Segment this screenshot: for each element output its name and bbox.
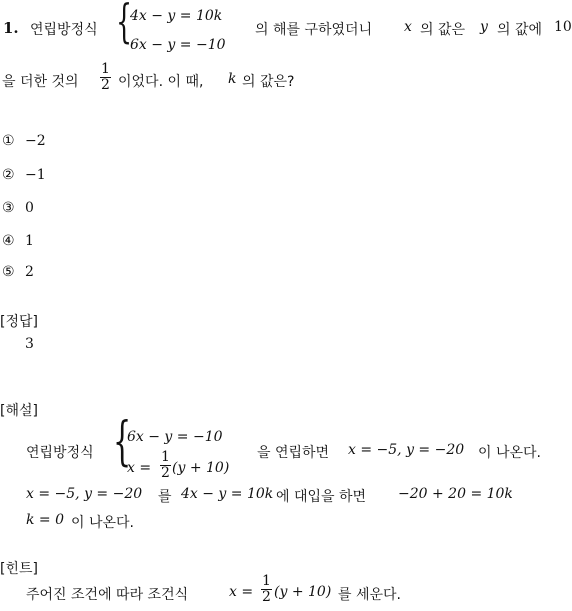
choice-2-mark[interactable]: ② (2, 167, 15, 183)
question-eq1: 4x − y = 10k (130, 8, 223, 24)
choice-1-mark[interactable]: ① (2, 133, 15, 149)
explanation-line2-math2: 4x − y = 10k (181, 486, 274, 502)
explanation-after-a: 을 연립하면 (257, 445, 330, 461)
choice-2-value[interactable]: −1 (25, 167, 46, 183)
explanation-line2-math1: x = −5, y = −20 (26, 486, 143, 502)
question-text1-c: 의 값에 (497, 22, 543, 38)
question-text1-b: 의 값은 (420, 22, 466, 38)
explanation-eq2-right: (y + 10) (172, 460, 230, 476)
explanation-eq2-fraction (160, 450, 171, 482)
explanation-line3-math: k = 0 (26, 512, 65, 528)
hint-fraction (261, 574, 272, 606)
answer-label: [정답] (0, 314, 38, 330)
question-num-10: 10 (554, 19, 572, 35)
explanation-line2-text1: 를 (158, 489, 172, 505)
explanation-eq1: 6x − y = −10 (127, 429, 223, 445)
question-text1-a: 의 해를 구하였더니 (255, 22, 373, 38)
explanation-after-b: 이 나온다. (478, 445, 541, 461)
explanation-intro: 연립방정식 (26, 445, 94, 461)
explanation-line2-math3: −20 + 20 = 10k (398, 486, 513, 502)
choice-3-value[interactable]: 0 (25, 200, 34, 216)
question-intro: 연립방정식 (30, 22, 98, 38)
explanation-eq2-left: x = (127, 460, 152, 476)
question-number: 1. (3, 19, 19, 37)
hint-frac-num: 1 (262, 573, 271, 589)
explanation-after-math: x = −5, y = −20 (348, 442, 465, 458)
answer-value: 3 (25, 336, 34, 352)
system-brace: { (116, 0, 133, 48)
question-eq2: 6x − y = −10 (130, 37, 226, 53)
hint-frac-den: 2 (262, 589, 271, 606)
question-var-y: y (480, 19, 488, 35)
explanation-eq2-frac-num: 1 (161, 449, 170, 465)
question-text2-b: 이었다. 이 때, (118, 74, 204, 90)
hint-label: [힌트] (0, 561, 38, 577)
question-var-k: k (228, 71, 237, 87)
question-fraction (100, 62, 111, 94)
question-text2-c: 의 값은? (242, 74, 295, 90)
hint-math-right: (y + 10) (274, 584, 332, 600)
question-var-x: x (404, 19, 412, 35)
choice-3-mark[interactable]: ③ (2, 200, 15, 216)
explanation-label: [해설] (0, 403, 38, 419)
choice-4-mark[interactable]: ④ (2, 233, 15, 249)
choice-5-value[interactable]: 2 (25, 264, 34, 280)
choice-4-value[interactable]: 1 (25, 233, 34, 249)
explanation-brace: { (113, 412, 132, 472)
explanation-eq2-frac-den: 2 (161, 465, 170, 482)
question-frac-num: 1 (101, 61, 110, 77)
question-text2-a: 을 더한 것의 (2, 74, 79, 90)
hint-math-left: x = (229, 584, 254, 600)
choice-1-value[interactable]: −2 (25, 133, 46, 149)
hint-text-b: 를 세운다. (338, 587, 401, 603)
question-frac-den: 2 (101, 77, 110, 94)
explanation-line3-text: 이 나온다. (71, 515, 134, 531)
hint-text-a: 주어진 조건에 따라 조건식 (26, 587, 189, 603)
choice-5-mark[interactable]: ⑤ (2, 264, 15, 280)
explanation-line2-text2: 에 대입을 하면 (276, 489, 367, 505)
